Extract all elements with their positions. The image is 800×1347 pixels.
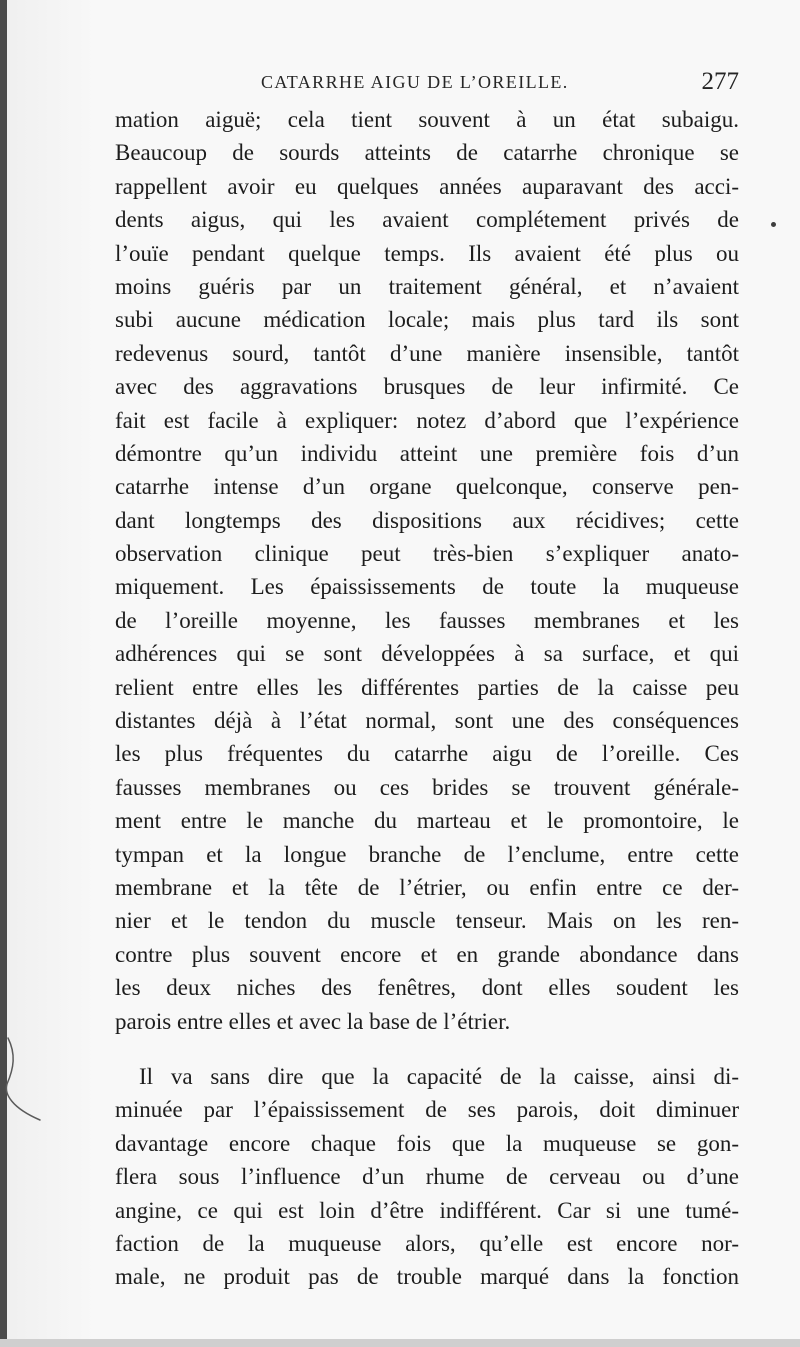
text-line: moins guéris par un traitement général, et n’avaient	[115, 273, 739, 299]
text-line: miquement. Les épaississements de toute la muqueuse	[115, 574, 739, 600]
text-line: angine, ce qui est loin d’être indifférent. Car si une tumé-	[115, 1197, 739, 1223]
running-header	[115, 70, 739, 98]
text-line: observation clinique peut très-bien s’expliquer anato-	[115, 541, 739, 567]
text-line: membrane et la tête de l’étrier, ou enfin entre ce der-	[115, 874, 739, 900]
text-line: tympan et la longue branche de l’enclume, entre cette	[115, 841, 739, 867]
text-line: fait est facile à expliquer: notez d’abord que l’expérience	[115, 407, 739, 433]
text-line: parois entre elles et avec la base de l’étrier.	[115, 1008, 511, 1034]
handwritten-bracket-mark	[0, 1036, 48, 1126]
text-line: nier et le tendon du muscle tenseur. Mais on les ren-	[115, 908, 739, 934]
text-line: fausses membranes ou ces brides se trouvent générale-	[115, 774, 739, 800]
text-line: flera sous l’influence d’un rhume de cerveau ou d’une	[115, 1164, 739, 1190]
text-line: les deux niches des fenêtres, dont elles soudent les	[115, 975, 739, 1001]
text-line: les plus fréquentes du catarrhe aigu de l’oreille. Ces	[115, 741, 739, 767]
text-line: minuée par l’épaississement de ses parois, doit diminuer	[115, 1097, 739, 1123]
text-line: mation aiguë; cela tient souvent à un état subaigu.	[115, 107, 739, 132]
text-line: Beaucoup de sourds atteints de catarrhe chronique se	[115, 140, 739, 166]
page-bottom-shadow	[0, 1339, 800, 1347]
text-line: l’ouïe pendant quelque temps. Ils avaient été plus ou	[115, 240, 739, 266]
running-title: CATARRHE AIGU DE L’OREILLE.	[261, 72, 569, 92]
text-line: rappellent avoir eu quelques années auparavant des acci-	[115, 173, 739, 199]
margin-dot	[771, 222, 776, 227]
text-line: faction de la muqueuse alors, qu’elle est encore nor-	[115, 1230, 739, 1256]
paragraph-gap	[115, 1038, 739, 1060]
text-line: dents aigus, qui les avaient complétement privés de	[115, 207, 739, 233]
text-line: male, ne produit pas de trouble marqué dans la fonction	[115, 1264, 739, 1290]
text-line: contre plus souvent encore et en grande abondance dans	[115, 941, 739, 967]
text-line: adhérences qui se sont développées à sa surface, et qui	[115, 641, 739, 667]
text-line: dant longtemps des dispositions aux récidives; cette	[115, 507, 739, 533]
text-line: démontre qu’un individu atteint une première fois d’un	[115, 440, 739, 466]
text-line: Il va sans dire que la capacité de la caisse, ainsi di-	[139, 1063, 739, 1089]
main-text	[115, 103, 739, 1294]
text-line: subi aucune médication locale; mais plus tard ils sont	[115, 307, 739, 333]
text-line: ment entre le manche du marteau et le promontoire, le	[115, 808, 739, 834]
text-line: avec des aggravations brusques de leur infirmité. Ce	[115, 374, 739, 400]
page-left-shadow	[0, 0, 7, 1347]
text-line: davantage encore chaque fois que la muqueuse se gon-	[115, 1130, 739, 1156]
text-line: catarrhe intense d’un organe quelconque, conserve pen-	[115, 474, 739, 500]
text-line: relient entre elles les différentes parties de la caisse peu	[115, 674, 739, 700]
text-line: distantes déjà à l’état normal, sont une des conséquences	[115, 708, 739, 734]
text-line: redevenus sourd, tantôt d’une manière insensible, tantôt	[115, 340, 739, 366]
page-number: 277	[701, 68, 739, 95]
text-line: de l’oreille moyenne, les fausses membranes et les	[115, 607, 739, 633]
